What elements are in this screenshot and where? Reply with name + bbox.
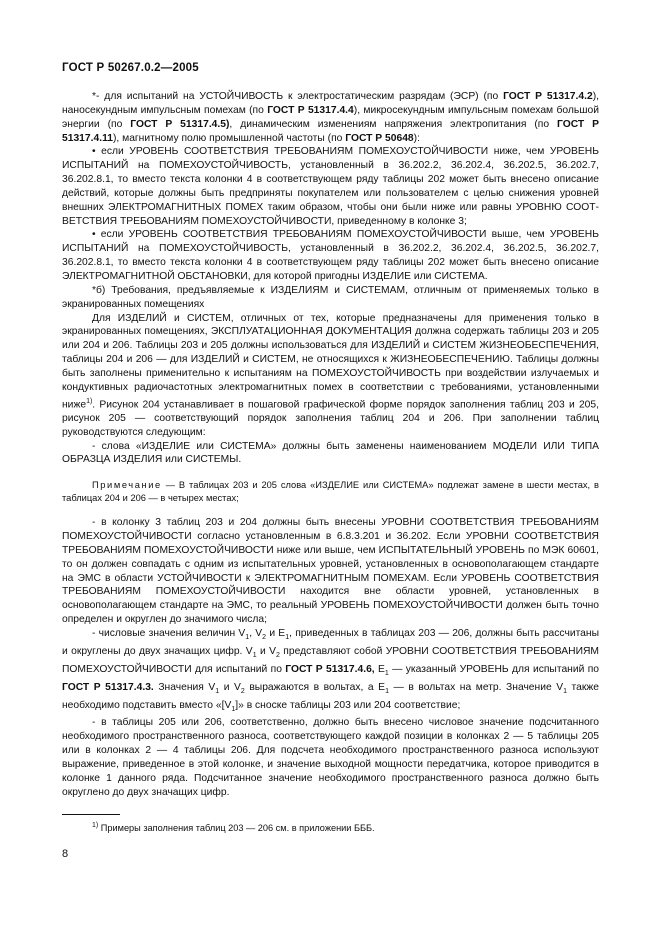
footnote-text: Примеры заполнения таблиц 203 — 206 см. в приложении БББ. [98,823,375,834]
subscript: 2 [240,687,245,695]
text-run: — в вольтах на метр. Значение V [388,681,564,693]
note-paragraph [62,479,599,504]
text-run: Для ИЗДЕЛИЙ и СИСТЕМ, отличных от тех, которые предназначены для применения только в экранированных помещениях, ЭКСПЛУАТАЦИОННАЯ ДОКУМЕНТАЦИЯ должна содержать таблицы 203 и 205 или 204 и 206. Таблицы 203 и 205 должны использоваться для ИЗДЕЛИЙ и СИСТЕМ ЖИЗНЕОБЕСПЕЧЕНИЯ, таблицы 204 и 206 — для ИЗДЕЛИЙ и СИСТЕМ, не относящихся к ЖИЗНЕОБЕСПЕЧЕНИЮ. Таблицы должны быть заполнены применительно к испытаниям на ПОМЕХОУСТОЙЧИВОСТЬ при воздействии излучаемых и кондуктивных радиочастотных электромагнитных помех в соответствии с требованиями, установленными ниже [62,312,599,410]
paragraph-replace-words: - слова «ИЗДЕЛИЕ или СИСТЕМА» должны быть заменены наименованием МОДЕЛИ ИЛИ ТИПА ОБРАЗЦА ИЗДЕЛИЯ или СИСТЕМЫ. [62,440,599,466]
text-run: ), магнитному полю промышленной частоты (по [112,132,346,144]
paragraph-esd-tests [62,90,599,145]
standard-ref: ГОСТ Р 51317.4.4 [267,104,354,116]
footnote [62,820,599,834]
text-run: и V [219,681,241,693]
text-run: Значения V [153,681,216,693]
text-run: E [374,663,385,675]
standard-ref: ГОСТ Р 51317.4.6, [285,663,375,675]
footnote-marker: 1) [92,822,99,829]
text-run: и E [266,627,286,639]
text-run: , V [249,627,263,639]
paragraph-column-3: - в колонку 3 таблиц 203 и 204 должны быть внесены УРОВНИ СООТВЕТСТВИЯ ТРЕБОВАНИЯМ ПОМЕХОУСТОЙЧИВОСТИ согласно установленным в 6.8.3.201 и 36.202. Если УРОВНИ СООТВЕТСТВИЯ ТРЕБОВАНИЯМ ПОМЕХОУСТОЙЧИВОСТИ ниже или выше, чем ИСПЫТАТЕЛЬНЫЙ УРОВЕНЬ по МЭК 60601, то он должен совпадать с одним из испытательных уровней, установленных в основополагающем стандарте на ЭМС в области УСТОЙЧИВОСТИ к ЭЛЕКТРОМАГНИТНЫМ ПОМЕХАМ. Если УРОВЕНЬ СООТВЕТСТВИЯ ТРЕБОВАНИЯМ ПОМЕХОУСТОЙЧИВОСТИ находится вне области уровней, установленных в основополагающем стандарте на ЭМС, то реальный УРОВЕНЬ ПОМЕХОУСТОЙЧИВОСТИ должен быть точно определен и округлен до значимого числа; [62,517,599,626]
paragraph-numeric-values [62,627,599,716]
standard-ref: ГОСТ Р 51317.4.5) [130,118,230,130]
standard-ref: ГОСТ Р 51317.4.2 [503,91,593,102]
text-run: также необходимо подставить вместо «[V [62,681,599,711]
subscript: 1 [252,651,257,659]
text-run: выражаются в вольтах, а E [244,681,386,693]
text-run: . Рисунок 204 устанавливает в пошаговой графической форме порядок заполнения таблиц 203 и 205, рисунок 205 — соответствующий порядок заполнения таблиц 204 и 206. При заполнении таблиц руководствуются следующим: [62,398,599,438]
text-run: , приведенных в таблицах 203 — 206, должны быть рассчитаны и округлены до двух значащих цифр. V [62,627,599,657]
subscript: 2 [276,651,280,659]
subscript: 1 [245,634,250,641]
paragraph-section-b: *б) Требования, предъявляемые к ИЗДЕЛИЯМ и СИСТЕМАМ, отличным от применяемых только в экранированных помещениях [62,284,599,310]
paragraph-bullet-lower: • если УРОВЕНЬ СООТВЕТСТВИЯ ТРЕБОВАНИЯМ ПОМЕХОУСТОЙЧИВОСТИ ниже, чем УРОВЕНЬ ИСПЫТАНИЙ на ПОМЕХОУСТОЙЧИВОСТЬ, установленный в 36.202.2, 36.202.4, 36.202.5, 36.202.7, 36.202.8.1, то вместо текста колонки 4 в соответствующем ряду таблицы 202 может быть внесено описание действий, которые должны быть предприняты покупателем или пользователем с целью снижения уровней внешних ЭЛЕКТРОМАГНИТНЫХ ПОМЕХ таким образом, чтобы они были ниже или равны УРОВНЮ СООТ-ВЕТСТВИЯ ТРЕБОВАНИЯМ ПОМЕХОУСТОЙЧИВОСТИ, приведенному в колонке 3; [62,146,599,227]
text-run: ), микросекундным импульсным помехам большой энергии (по [62,104,599,130]
standard-ref: ГОСТ Р 51317.4.11 [62,118,599,144]
text-run: ), наносекундным импульсным помехам (по [62,91,599,116]
subscript: 1 [385,687,389,695]
text-run: — указанный УРОВЕНЬ для испытаний по [388,663,599,675]
document-header: ГОСТ Р 50267.0.2—2005 [62,62,199,74]
subscript: 1 [563,687,568,695]
text-run: , динамическим изменениям напряжения электропитания (по [229,118,558,130]
text-run: и V [256,645,276,657]
paragraph-tables-205-206: - в таблицы 205 или 206, соответственно, должно быть внесено числовое значение подсчитанного необходимого пространственного разноса, соответствующего каждой позиции в колонках 2 — 5 таблицы 205 или в колонках 2 — 4 таблицы 206. Для подсчета необходимого пространственного разноса используют выражение, приведенное в этой колонке, и значение выходной мощности передатчика, которое приводится в колонке 1 данного ряда. Подсчитанное значение необходимого пространственного разноса должно быть округлено до двух значащих цифр. [62,717,599,798]
footnote-ref: 1) [86,397,93,405]
body-text [62,90,599,799]
note-text: — В таблицах 203 и 205 слова «ИЗДЕЛИЕ или СИСТЕМА» подлежат замене в шести местах, в таблицах 204 и 206 — в четырех местах; [62,480,599,503]
subscript: 1 [384,669,389,677]
footnote-divider [62,814,120,815]
text-run: - числовые значения величин V [92,627,246,639]
subscript: 1 [231,705,236,713]
standard-ref: ГОСТ Р 51317.4.3. [62,681,154,693]
subscript: 1 [285,634,290,641]
standard-ref: ГОСТ Р 50648 [345,132,414,144]
text-run: *- для испытаний на УСТОЙЧИВОСТЬ к электростатическим разрядам (ЭСР) (по [92,91,504,102]
text-run: представляют собой УРОВНИ СООТВЕТСТВИЯ ТРЕБОВАНИЯМ ПОМЕХОУСТОЙЧИВОСТИ для испытаний по [62,645,599,675]
text-run: ]» в сноске таблицы 203 или 204 соответствие; [235,699,461,711]
paragraph-bullet-higher: • если УРОВЕНЬ СООТВЕТСТВИЯ ТРЕБОВАНИЯМ ПОМЕХОУСТОЙЧИВОСТИ выше, чем УРОВЕНЬ ИСПЫТАНИЙ на ПОМЕХОУСТОЙЧИВОСТЬ, установленный в 36.202.2, 36.202.4, 36.202.5, 36.202.7, 36.202.8.1, то вместо текста колонки 4 в соответствующем ряду таблицы 202 может быть внесено описание ЭЛЕКТРОМАГНИТНОЙ ОБСТАНОВКИ, для которой пригодны ИЗДЕЛИЕ или СИСТЕМА. [62,229,599,282]
subscript: 1 [215,687,220,695]
paragraph-documentation [62,312,599,440]
note-label: Примечание [92,480,162,491]
subscript: 2 [262,634,267,641]
page-number: 8 [62,848,69,860]
text-run: ): [413,132,420,144]
